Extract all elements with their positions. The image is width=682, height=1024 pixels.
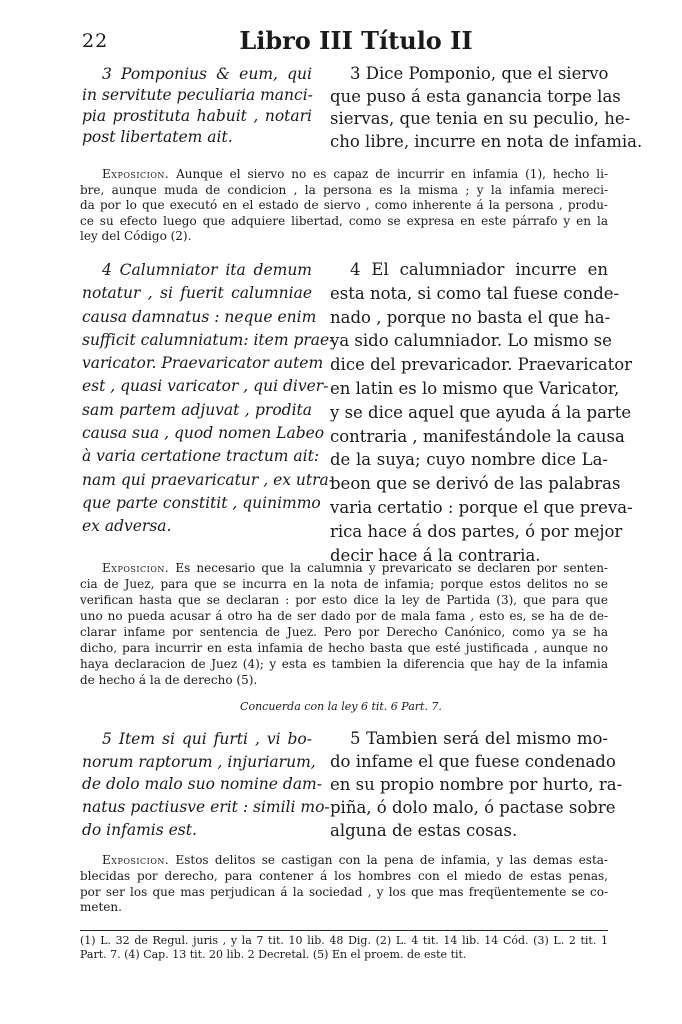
spanish-line: cho libre, incurre en nota de infamia. — [330, 131, 643, 151]
exposicion-line: uno no pueda acusar á otro ha de ser dado por de mala fama , esto es, se ha de de- — [80, 609, 608, 623]
spanish-line: nado , porque no basta el que ha- — [330, 307, 611, 327]
exposicion-text: Estos delitos se castigan con la pena de infamia, y las demas esta- — [175, 853, 608, 867]
exposicion-label: Exposicion. — [102, 561, 170, 575]
spanish-line: varia certatio : porque el que preva- — [330, 497, 633, 517]
exposicion-line: haya declaracion de Juez (4); y esta es tambien la diferencia que hay de la infamia — [80, 657, 608, 671]
exposicion-line: clarar infame por sentencia de Juez. Pero por Derecho Canónico, como ya se ha — [80, 625, 608, 639]
latin-line: norum raptorum , injuriarum, — [82, 752, 316, 771]
spanish-line: do infame el que fuese condenado — [330, 752, 616, 771]
latin-line: 3 Pomponius & eum, qui — [102, 65, 312, 83]
exposicion-line: ley del Código (2). — [80, 229, 192, 243]
latin-line: in servitute peculiaria manci- — [82, 86, 313, 104]
latin-column-5 — [82, 728, 330, 842]
spanish-line: 5 Tambien será del mismo mo- — [350, 729, 608, 748]
spanish-column-3 — [330, 63, 643, 153]
latin-line: natus pactiusve erit : simili mo- — [82, 798, 330, 817]
latin-line: 4 Calumniator ita demum — [102, 261, 312, 279]
spanish-line: 4 El calumniador incurre en — [350, 260, 608, 279]
spanish-line: en su propio nombre por hurto, ra- — [330, 775, 623, 794]
exposicion-line: meten. — [80, 900, 122, 915]
latin-line: est , quasi varicator , qui diver- — [82, 377, 329, 396]
spanish-line: en latin es lo mismo que Varicator, — [330, 378, 620, 398]
page-title: Libro III Título II — [239, 26, 473, 55]
latin-line: sufficit calumniatum: item prae- — [82, 330, 335, 349]
spanish-line: esta nota, si como tal fuese conde- — [330, 283, 620, 303]
latin-line: que parte constitit , quinimmo — [82, 493, 321, 512]
exposicion-5 — [80, 853, 608, 916]
spanish-line: que puso á esta ganancia torpe las — [330, 86, 621, 106]
latin-line: nam qui praevaricatur , ex utra- — [82, 470, 335, 489]
exposicion-line: da por lo que executó en el estado de siervo , como inherente á la persona , produ- — [80, 198, 608, 212]
exposicion-line: por ser los que mas perjudican á la sociedad , y los que mas freqüentemente se co- — [80, 884, 608, 899]
concordance-note: Concuerda con la ley 6 tit. 6 Part. 7. — [240, 700, 442, 713]
latin-line: varicator. Praevaricator autem — [82, 354, 324, 373]
spanish-line: siervas, que tenia en su peculio, he- — [330, 109, 631, 128]
latin-line: notatur , si fuerit calumniae — [82, 284, 312, 303]
exposicion-line: cia de Juez, para que se incurra en la nota de infamia; porque estos delitos no se — [80, 577, 608, 591]
spanish-line: dice del prevaricador. Praevaricator — [330, 355, 633, 375]
footnote-line: Part. 7. (4) Cap. 13 tit. 20 lib. 2 Decretal. (5) En el proem. de este tit. — [80, 948, 467, 961]
spanish-line: de la suya; cuyo nombre dice La- — [330, 450, 608, 470]
footnote-line: (1) L. 32 de Regul. juris , y la 7 tit. 10 lib. 48 Dig. (2) L. 4 tit. 14 lib. 14 Cód. (3) L. 2 tit. 1 — [80, 934, 608, 947]
exposicion-4 — [80, 560, 608, 688]
exposicion-line — [80, 853, 608, 869]
spanish-column-5 — [330, 727, 623, 842]
spanish-line: decir hace á la contraria. — [330, 545, 541, 565]
latin-line: ex adversa. — [82, 517, 172, 536]
spanish-line: y se dice aquel que ayuda á la parte — [330, 402, 632, 422]
spanish-line: rica hace á dos partes, ó por mejor — [330, 521, 623, 541]
latin-line: do infamis est. — [82, 820, 197, 839]
exposicion-line: verifican hasta que se declaran : por esto dice la ley de Partida (3), que para que — [80, 593, 608, 607]
exposicion-text: Aunque el siervo no es capaz de incurrir en infamia (1), hecho li- — [176, 167, 608, 181]
latin-line: à varia certatione tractum ait: — [82, 447, 320, 466]
exposicion-line — [80, 560, 608, 576]
latin-line: causa sua , quod nomen Labeo — [82, 424, 325, 443]
latin-line: de dolo malo suo nomine dam- — [82, 775, 322, 794]
latin-line: causa damnatus : neque enim — [82, 307, 317, 326]
latin-line: post libertatem ait. — [82, 128, 233, 146]
exposicion-line — [80, 167, 608, 183]
exposicion-text: Es necesario que la calumnia y prevaricato se declaren por senten- — [175, 561, 608, 575]
exposicion-line: de hecho á la de derecho (5). — [80, 673, 258, 687]
spanish-line: contraria , manifestándole la causa — [330, 426, 625, 446]
latin-line: pia prostituta habuit , notari — [82, 107, 312, 125]
spanish-line: piña, ó dolo malo, ó pactase sobre — [330, 798, 616, 817]
spanish-column-4 — [330, 258, 633, 567]
latin-line: sam partem adjuvat , prodita — [82, 400, 312, 419]
exposicion-3 — [80, 167, 608, 245]
latin-column-3 — [82, 64, 312, 148]
spanish-line: 3 Dice Pomponio, que el siervo — [350, 64, 609, 83]
exposicion-label: Exposicion. — [102, 167, 170, 181]
latin-line: 5 Item si qui furti , vi bo- — [102, 730, 312, 748]
page-number: 22 — [82, 30, 109, 52]
spanish-line: alguna de estas cosas. — [330, 821, 518, 840]
latin-column-4 — [82, 259, 335, 539]
exposicion-line: blecidas por derecho, para contener á los hombres con el miedo de estas penas, — [80, 868, 608, 883]
footnotes — [80, 934, 608, 962]
exposicion-line: dicho, para incurrir en esta infamia de hecho basta que esté justificada , aunque no — [80, 641, 608, 655]
exposicion-label: Exposicion. — [102, 853, 170, 867]
spanish-line: ya sido calumniador. Lo mismo se — [330, 331, 612, 351]
spanish-line: beon que se derivó de las palabras — [330, 474, 621, 494]
exposicion-line: bre, aunque muda de condicion , la persona es la misma ; y la infamia mereci- — [80, 182, 608, 197]
footnote-rule — [80, 930, 608, 931]
exposicion-line: ce su efecto luego que adquiere libertad, como se expresa en este párrafo y en la — [80, 213, 608, 228]
